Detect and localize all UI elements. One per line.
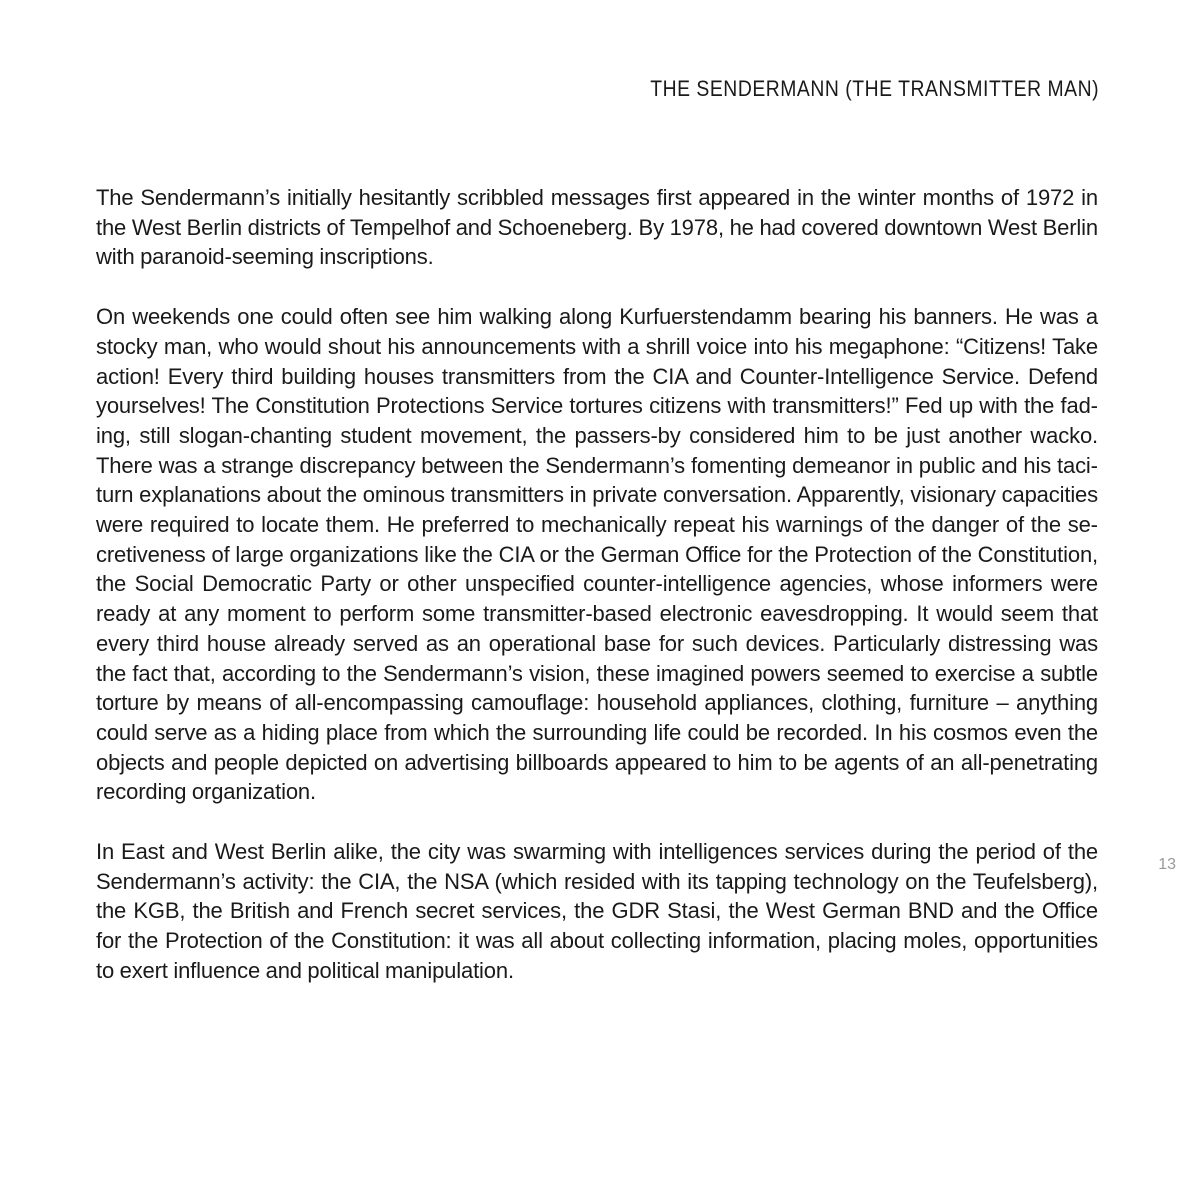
page-number: 13 xyxy=(1158,856,1176,873)
paragraph-context: In East and West Berlin alike, the city was swarming with intelligences services during the period of the Sendermann’s activity: the CIA, the NSA (which resided with its tapping technology on the Teufelsberg), the KGB, the British and French secret services, the GDR Stasi, the West German BND and the Office for the Protection of the Constitution: it was all about collecting information, placing moles, opportunities to exert influence and political manipulation. xyxy=(96,839,1098,983)
paragraph-description: On weekends one could often see him walking along Kurfuerstendamm bearing his banners. He was a stocky man, who would shout his announcements with a shrill voice into his megaphone: “Citizens! Take action! Every third building houses transmitters from the CIA and Counter-Intelligence Service. Defend yourselves! The Constitution Protections Service tortures citizens with transmitters!” Fed up with the fading, still slogan-chanting student movement, the passers-by considered him to be just another wacko. There was a strange discrepancy between the Sendermann’s fomenting demeanor in public and his taciturn explanations about the ominous transmitters in private conversation. Apparently, visionary capacities were required to locate them. He preferred to mechanically repeat his warnings of the danger of the secretiveness of large organizations like the CIA or the German Office for the Protection of the Constitution, the Social Democratic Party or other unspecified counter-intelligence agencies, whose informers were ready at any moment to perform some transmitter-based electronic eavesdropping. It would seem that every third house already served as an operational base for such devices. Particularly distressing was the fact that, according to the Sendermann’s vision, these imagined powers seemed to exercise a subtle torture by means of all-encompassing camouflage: household appliances, clothing, furniture – anything could serve as a hiding place from which the surrounding life could be recorded. In his cosmos even the objects and people depicted on advertising billboards appeared to him to be agents of an all-penetrating recording organization. xyxy=(96,304,1098,805)
paragraph-intro: The Sendermann’s initially hesitantly scribbled messages first appeared in the winter months of 1972 in the West Berlin districts of Tempelhof and Schoeneberg. By 1978, he had covered downtown West Berlin with paranoid-seeming inscriptions. xyxy=(96,185,1098,270)
running-title: THE SENDERMANN (THE TRANSMITTER MAN) xyxy=(650,76,1099,101)
body-text xyxy=(96,183,1098,1016)
